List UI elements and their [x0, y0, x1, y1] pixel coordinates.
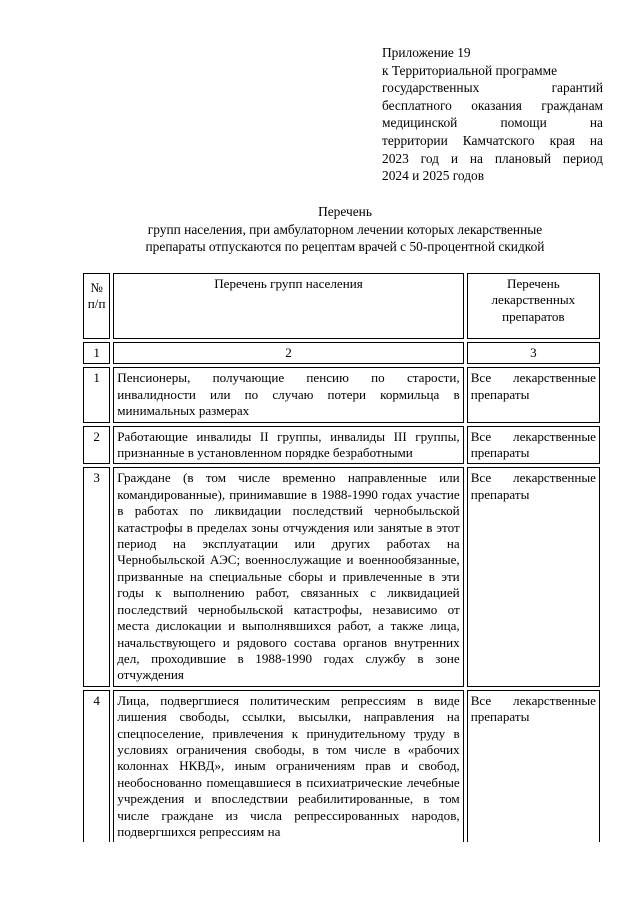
header-groups: Перечень групп населения	[113, 273, 463, 339]
header-drugs: Перечень лекарственных препаратов	[467, 273, 600, 339]
row-num: 2	[83, 426, 110, 465]
document-title	[80, 203, 610, 256]
table-index-row	[83, 342, 600, 364]
table-row	[83, 467, 600, 686]
title-line-1: Перечень	[318, 204, 372, 219]
row-drugs: Все лекарственные препараты	[467, 426, 600, 465]
row-drugs: Все лекарственные препараты	[467, 690, 600, 843]
table-header-row	[83, 273, 600, 339]
appendix-line: государственных гарантий	[382, 80, 603, 96]
index-cell: 1	[83, 342, 110, 364]
table-row	[83, 426, 600, 465]
index-cell: 3	[467, 342, 600, 364]
index-cell: 2	[113, 342, 463, 364]
table-row	[83, 690, 600, 843]
appendix-line: 2024 и 2025 годов	[382, 168, 485, 184]
appendix-line: медицинской помощи на	[382, 115, 603, 131]
row-group: Пенсионеры, получающие пенсию по старости, инвалидности или по случаю потери кормильца в минимальных размерах	[113, 367, 463, 422]
appendix-header	[382, 44, 603, 185]
appendix-line: территории Камчатского края на	[382, 132, 603, 148]
appendix-line: к Территориальной программе	[382, 62, 558, 78]
row-num: 1	[83, 367, 110, 422]
row-num: 3	[83, 467, 110, 686]
row-group: Граждане (в том числе временно направленные или командированные), принимавшие в 1988-1990 годах участие в работах по ликвидации последствий чернобыльской катастрофы в пределах зоны отчуждения или занятые в этот период на эксплуатации или других работах на Чернобыльской АЭС; военнослужащие и военнообязанные, призванные на специальные сборы и привлеченные в эти годы к выполнению работ, связанных с ликвидацией последствий чернобыльской катастрофы, независимо от места дислокации и выполнявшихся работ, а также лица, начальствующего и рядового состава органов внутренних дел, проходившие в 1988-1990 годах службу в зоне отчуждения	[113, 467, 463, 686]
row-num: 4	[83, 690, 110, 843]
row-drugs: Все лекарственные препараты	[467, 467, 600, 686]
row-drugs: Все лекарственные препараты	[467, 367, 600, 422]
title-line-2: групп населения, при амбулаторном лечении которых лекарственные	[147, 221, 543, 237]
population-groups-table	[80, 270, 603, 845]
appendix-line: Приложение 19	[382, 45, 471, 60]
title-line-3: препараты отпускаются по рецептам врачей с 50-процентной скидкой	[145, 239, 545, 255]
row-group: Лица, подвергшиеся политическим репрессиям в виде лишения свободы, ссылки, высылки, направления на спецпоселение, привлечения к принудительному труду в условиях ограничения свободы, в том числе в «рабочих колоннах НКВД», иным ограничениям прав и свобод, необоснованно помещавшиеся в психиатрические лечебные учреждения и впоследствии реабилитированные, в том числе граждане из числа репрессированных народов, подвергшихся репрессиям на	[113, 690, 463, 843]
row-group: Работающие инвалиды II группы, инвалиды III группы, признанные в установленном порядке безработными	[113, 426, 463, 465]
appendix-line: 2023 год и на плановый период	[382, 150, 603, 166]
header-num: № п/п	[83, 273, 110, 339]
appendix-line: бесплатного оказания гражданам	[382, 97, 603, 113]
table-row	[83, 367, 600, 422]
